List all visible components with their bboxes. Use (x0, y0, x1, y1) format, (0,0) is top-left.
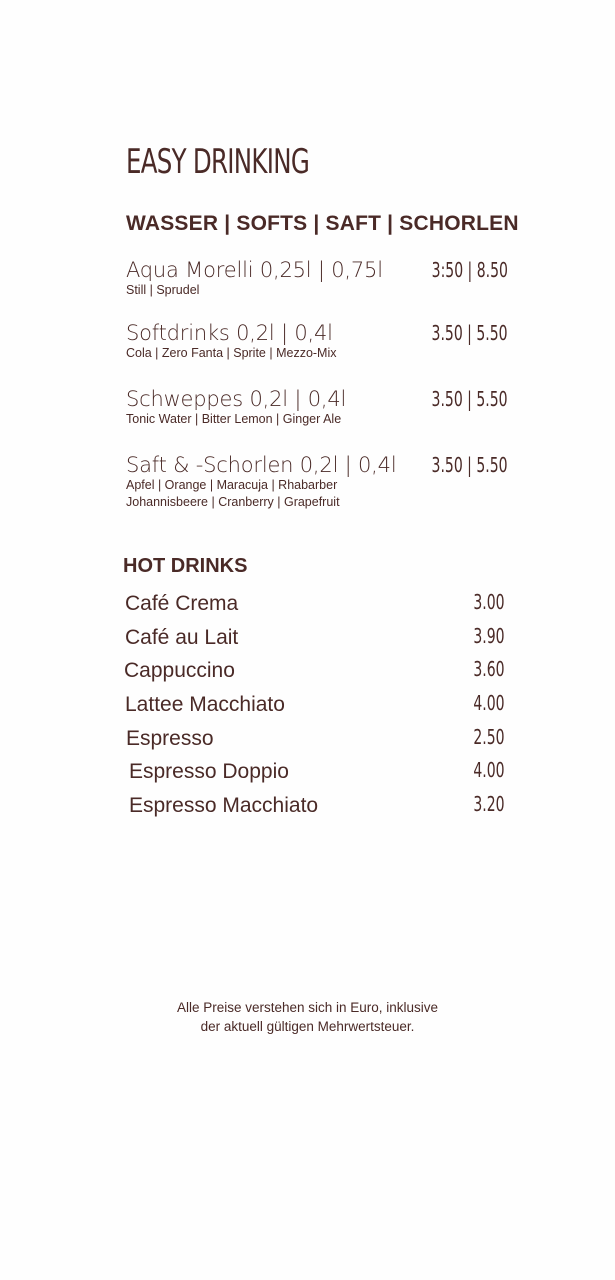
menu-item (125, 626, 505, 650)
menu-item (126, 727, 505, 751)
page-title: EASY DRINKING (126, 142, 310, 182)
menu-item (129, 794, 505, 818)
item-details: Apfel | Orange | Maracuja | Rhabarber (126, 478, 338, 492)
item-name: Aqua Morelli 0,25l | 0,75l (126, 258, 383, 282)
item-price: 3:50 | 8.50 (431, 258, 508, 282)
item-name: Lattee Macchiato (125, 693, 285, 716)
menu-item (126, 453, 508, 511)
item-price: 4.00 (473, 758, 505, 782)
item-price: 3.50 | 5.50 (432, 453, 508, 477)
item-details: Johannisbeere | Cranberry | Grapefruit (126, 495, 340, 509)
item-price: 2.50 (473, 725, 505, 749)
footnote-line: der aktuell gültigen Mehrwertsteuer. (200, 1019, 415, 1034)
item-price: 3.00 (473, 590, 505, 614)
item-name: Café Crema (125, 592, 239, 615)
item-details: Still | Sprudel (126, 283, 200, 297)
item-name: Schweppes 0,2l | 0,4l (126, 387, 347, 411)
item-name: Softdrinks 0,2l | 0,4l (126, 321, 333, 345)
menu-item (129, 760, 505, 784)
item-price: 4.00 (473, 691, 505, 715)
item-name: Espresso (126, 727, 214, 750)
menu-item (126, 387, 508, 428)
item-details: Cola | Zero Fanta | Sprite | Mezzo-Mix (126, 346, 337, 360)
item-name: Café au Lait (125, 626, 239, 649)
section-heading-cold-drinks: WASSER | SOFTS | SAFT | SCHORLEN (126, 212, 519, 235)
menu-item (126, 321, 508, 362)
item-price: 3.50 | 5.50 (432, 387, 508, 411)
item-price: 3.60 (473, 657, 505, 681)
item-price: 3.90 (473, 624, 505, 648)
item-details: Tonic Water | Bitter Lemon | Ginger Ale (126, 412, 342, 426)
menu-item (124, 659, 505, 683)
item-name: Espresso Doppio (129, 760, 289, 783)
item-price: 3.50 | 5.50 (432, 321, 508, 345)
item-name: Saft & -Schorlen 0,2l | 0,4l (126, 453, 397, 477)
menu-item (125, 693, 505, 717)
item-name: Espresso Macchiato (129, 794, 319, 817)
section-heading-hot-drinks: HOT DRINKS (123, 555, 248, 577)
footnote-line: Alle Preise verstehen sich in Euro, inklusive (176, 1000, 439, 1015)
menu-item (125, 592, 505, 616)
menu-item (126, 258, 508, 299)
price-footnote (0, 998, 615, 1036)
item-name: Cappuccino (124, 659, 235, 682)
item-price: 3.20 (473, 792, 505, 816)
